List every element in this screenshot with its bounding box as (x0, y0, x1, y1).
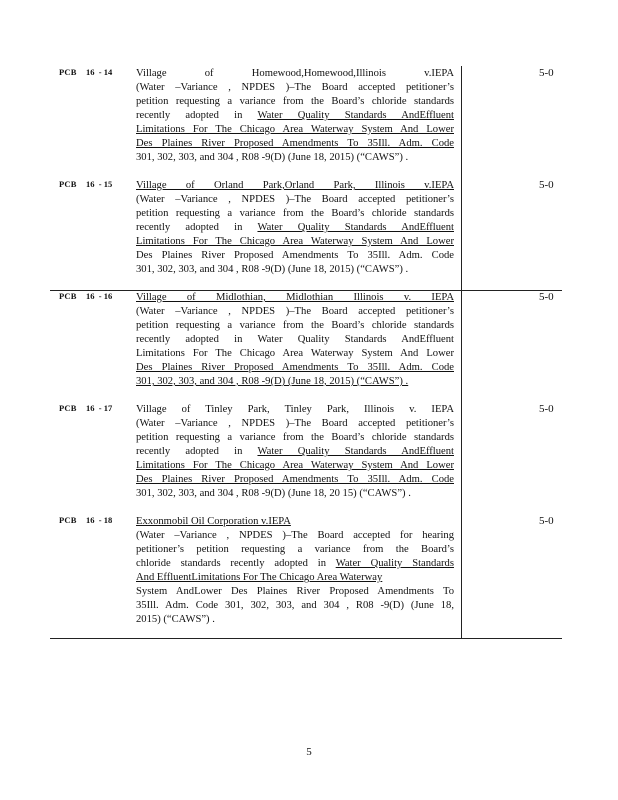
case-caption (136, 515, 454, 529)
docket-number: 16 - 18 (86, 515, 113, 525)
case-text-fragment: recently adopted in (136, 222, 258, 233)
case-text-line: petition requesting a variance from the Board’s chloride standards (136, 432, 454, 443)
rulemaking-title: Water Quality Standards AndEffluent (257, 334, 454, 345)
case-text-line: 301, 302, 303, and 304 , R08 -9(D) (June 18, 2015) (“CAWS”) . (136, 152, 409, 163)
case-text-line: 301, 302, 303, and 304 , R08 -9(D) (June 18, 2015) (“CAWS”) . (136, 264, 409, 275)
case-caption: Village of Midlothian, Midlothian Illinois v. IEPA (136, 292, 454, 303)
docket-prefix: PCB (59, 515, 77, 525)
case-text-line: (Water –Variance , NPDES )–The Board accepted petitioner’s (136, 82, 454, 93)
case-text-line (136, 571, 454, 585)
case-text-fragment: recently adopted in (136, 446, 258, 457)
case-text-line: 2015) (“CAWS”) . (136, 614, 215, 625)
case-text-line: (Water –Variance , NPDES )–The Board accepted for hearing (136, 530, 454, 541)
case-text-fragment: recently adopted in (136, 334, 258, 345)
table-bottom-rule (50, 638, 562, 639)
rulemaking-title: Water Quality Standards AndEffluent (257, 446, 454, 457)
column-divider (461, 66, 462, 639)
vote-tally: 5-0 (539, 179, 554, 191)
docket-prefix: PCB (59, 179, 77, 189)
rulemaking-title: Water Quality Standards (335, 558, 454, 569)
rulemaking-title: Limitations For The Chicago Area Waterway System And Lower (136, 460, 454, 471)
case-text-line: 301, 302, 303, and 304 , R08 -9(D) (June 18, 20 15) (“CAWS”) . (136, 488, 411, 499)
rulemaking-title: Water Quality Standards AndEffluent (257, 222, 454, 233)
docket-number: 16 - 17 (86, 403, 113, 413)
page-number: 5 (306, 746, 312, 758)
case-text-line (136, 375, 454, 389)
docket-prefix: PCB (59, 291, 77, 301)
docket-number: 16 - 16 (86, 291, 113, 301)
case-text-line: petition requesting a variance from the Board’s chloride standards (136, 96, 454, 107)
case-text-line: (Water –Variance , NPDES )–The Board accepted petitioner’s (136, 306, 454, 317)
case-text-line (136, 333, 454, 347)
docket-prefix: PCB (59, 403, 77, 413)
docket-number: 16 - 14 (86, 67, 113, 77)
case-text-line: Limitations For The Chicago Area Waterway System And Lower (136, 348, 454, 359)
case-text-line (136, 445, 454, 459)
case-text-line (136, 557, 454, 571)
case-caption: Village of Homewood,Homewood,Illinois v.IEPA (136, 68, 454, 79)
case-caption: Village of Orland Park,Orland Park, Illinois v.IEPA (136, 180, 454, 191)
case-description (136, 67, 454, 165)
docket-number: 16 - 15 (86, 179, 113, 189)
case-text-line: (Water –Variance , NPDES )–The Board accepted petitioner’s (136, 418, 454, 429)
case-text-line: petitioner’s petition requesting a variance from the Board’s (136, 544, 454, 555)
case-description (136, 179, 454, 277)
case-text-fragment: chloride standards recently adopted in (136, 558, 336, 569)
rulemaking-title: Water Quality Standards AndEffluent (257, 110, 454, 121)
case-description (136, 403, 454, 501)
case-description (136, 515, 454, 627)
rulemaking-title: Limitations For The Chicago Area Waterway System And Lower (136, 124, 454, 135)
case-text-line: (Water –Variance , NPDES )–The Board accepted petitioner’s (136, 194, 454, 205)
case-text-line (136, 109, 454, 123)
case-caption: Village of Tinley Park, Tinley Park, Illinois v. IEPA (136, 404, 454, 415)
rulemaking-title: And EffluentLimitations For The Chicago Area Waterway (136, 572, 383, 583)
docket-prefix: PCB (59, 67, 77, 77)
vote-tally: 5-0 (539, 515, 554, 527)
case-text-line (136, 221, 454, 235)
rulemaking-title: Limitations For The Chicago Area Waterway System And Lower (136, 236, 454, 247)
rulemaking-title: Des Plaines River Proposed Amendments To 35Ill. Adm. Code (136, 138, 454, 149)
vote-tally: 5-0 (539, 291, 554, 303)
case-text-line: petition requesting a variance from the Board’s chloride standards (136, 320, 454, 331)
case-text-line: 35Ill. Adm. Code 301, 302, 303, and 304 , R08 -9(D) (June 18, (136, 600, 454, 611)
rulemaking-title: Des Plaines River Proposed Amendments To 35Ill. Adm. Code (136, 474, 454, 485)
case-text-line: Des Plaines River Proposed Amendments To 35Ill. Adm. Code (136, 250, 454, 261)
vote-tally: 5-0 (539, 403, 554, 415)
case-description (136, 291, 454, 389)
rulemaking-title: 301, 302, 303, and 304 , R08 -9(D) (June 18, 2015) (“CAWS”) . (136, 376, 409, 387)
case-text-line: petition requesting a variance from the Board’s chloride standards (136, 208, 454, 219)
case-caption-text: Exxonmobil Oil Corporation v.IEPA (136, 516, 291, 527)
case-text-fragment: recently adopted in (136, 110, 258, 121)
case-text-line: System AndLower Des Plaines River Proposed Amendments To (136, 586, 454, 597)
rulemaking-title: Des Plaines River Proposed Amendments To 35Ill. Adm. Code (136, 362, 454, 373)
vote-tally: 5-0 (539, 67, 554, 79)
